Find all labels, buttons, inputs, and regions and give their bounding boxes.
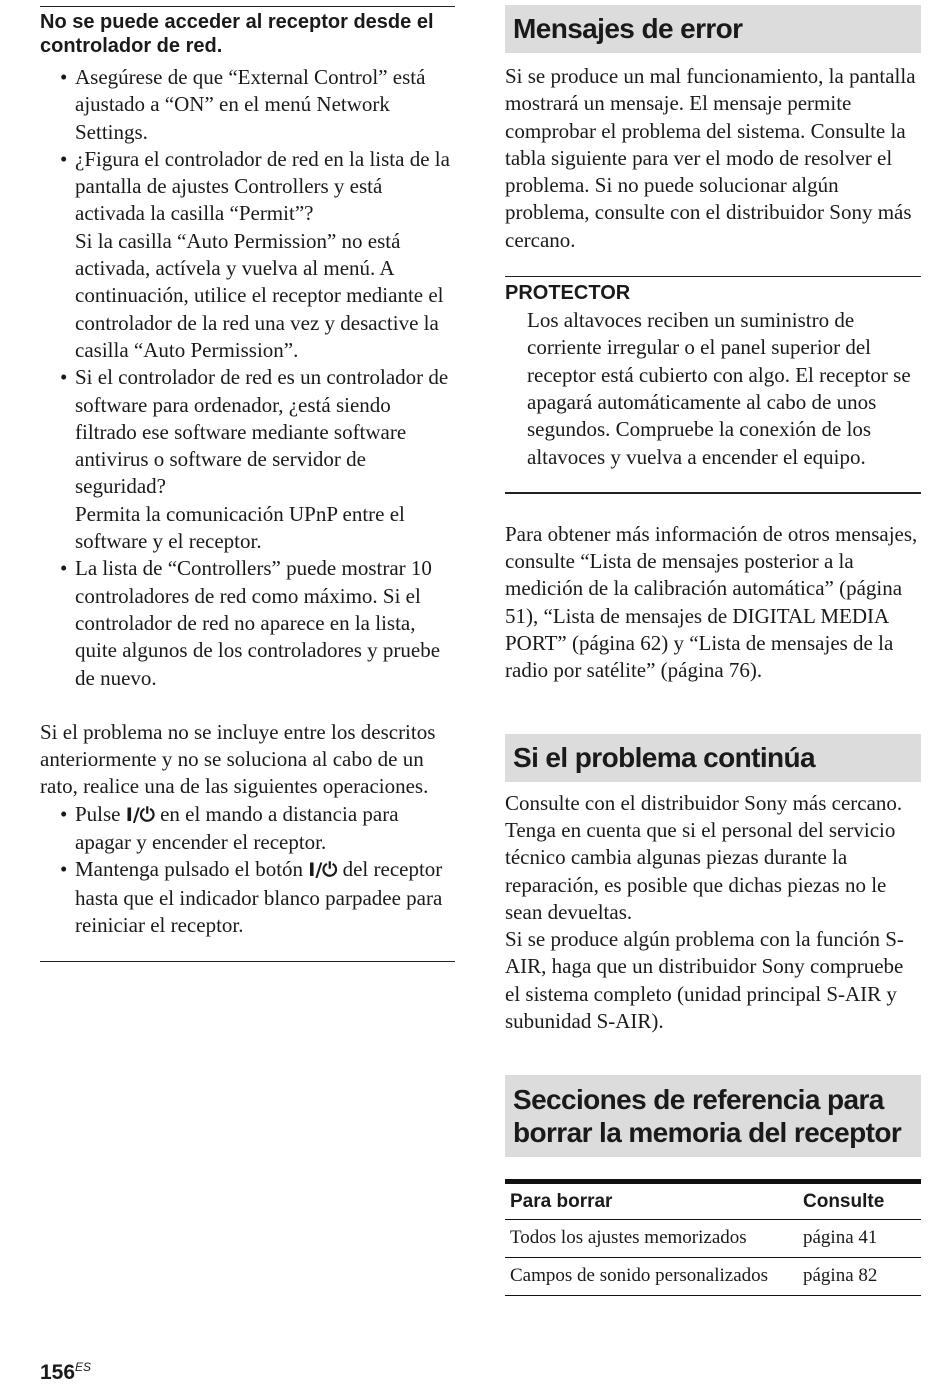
page-number: $156^{ES}$ <box>40 1360 92 1384</box>
protector-heading: PROTECTOR <box>505 282 631 305</box>
protector-top-rule <box>505 276 921 277</box>
table-cell: página 41 <box>798 1220 921 1258</box>
power-icon: I/⏻ <box>308 859 338 882</box>
column-header: Consulte <box>798 1182 921 1220</box>
list-item-continuation: Permita la comunicación UPnP entre el software y el receptor. <box>75 501 405 554</box>
list-item: • La lista de “Controllers” puede mostrar 10 controladores de red como máximo. Si el controlador de red no aparece en la lista, quite algunos de los controladores y pruebe de nuevo. <box>75 555 455 691</box>
continue-text-2: Si se produce algún problema con la función S-AIR, haga que un distribuidor Sony compruebe el sistema completo (unidad principal S-AIR y subunidad S-AIR). <box>505 927 904 1034</box>
list-item: • Si el controlador de red es un controlador de software para ordenador, ¿está siendo filtrado ese software mediante software antivirus o software de servidor de seguridad? Permita la comunicación UPnP entre el software y el receptor. <box>75 364 455 555</box>
column-header: Para borrar <box>505 1182 798 1220</box>
list-item: • Mantenga pulsado el botón I/⏻ del receptor hasta que el indicador blanco parpadee para reiniciar el receptor. <box>75 856 455 939</box>
left-column <box>40 0 455 962</box>
protector-text: Los altavoces reciben un suministro de corriente irregular o el panel superior del receptor está cubierto con algo. El receptor se apagará automáticamente al cabo de unos segundos. Compruebe la conexión de los altavoces y vuelva a encender el equipo. <box>527 308 911 469</box>
table-cell: página 82 <box>798 1258 921 1296</box>
more-info: Para obtener más información de otros mensajes, consulte “Lista de mensajes posterior a la medición de la calibración automática” (página 51), “Lista de mensajes de DIGITAL MEDIA PORT” (página 62) y “Lista de mensajes de la radio por satélite” (página 76). <box>505 521 918 683</box>
continue-text-1: Consulte con el distribuidor Sony más cercano. Tenga en cuenta que si el personal del servicio técnico cambia algunas piezas durante la reparación, es posible que dichas piezas no le sean devueltas. <box>505 790 903 924</box>
power-icon: I/⏻ <box>125 803 155 826</box>
list-item: • ¿Figura el controlador de red en la lista de la pantalla de ajustes Controllers y está activada la casilla “Permit”? Si la casilla “Auto Permission” no está activada, actívela y vuelva al menú. A continuación, utilice el receptor mediante el controlador de la red una vez y desactive la casilla “Auto Permission”. <box>75 146 455 364</box>
reference-section-title: Secciones de referencia para borrar la memoria del receptor <box>505 1075 921 1157</box>
error-intro: Si se produce un mal funcionamiento, la pantalla mostrará un mensaje. El mensaje permite comprobar el problema del sistema. Consulte la tabla siguiente para ver el modo de resolver el problema. Si no puede solucionar algún problema, consulte con el distribuidor Sony más cercano. <box>505 64 916 252</box>
reference-table <box>505 1179 921 1296</box>
table-row <box>505 1258 921 1296</box>
list-item-continuation: Si la casilla “Auto Permission” no está activada, actívela y vuelva al menú. A continuación, utilice el receptor mediante el controlador de la red una vez y desactive la casilla “Auto Permission”. <box>75 228 444 362</box>
language-code: ES <box>75 1360 92 1374</box>
table-cell: Todos los ajustes memorizados <box>505 1220 798 1258</box>
action-list <box>40 801 455 939</box>
table-cell: Campos de sonido personalizados <box>505 1258 798 1296</box>
protector-bottom-rule <box>505 492 921 494</box>
continue-section-title: Si el problema continúa <box>505 734 921 782</box>
right-column <box>505 0 921 1296</box>
intro-paragraph: Si el problema no se incluye entre los descritos anteriormente y no se soluciona al cabo de un rato, realice una de las siguientes operaciones. <box>40 719 436 799</box>
error-section-title: Mensajes de error <box>505 5 921 53</box>
table-row <box>505 1220 921 1258</box>
table-header-row <box>505 1182 921 1220</box>
problem-heading: No se puede acceder al receptor desde el controlador de red. <box>40 11 434 57</box>
list-item: • Pulse I/⏻ en el mando a distancia para apagar y encender el receptor. <box>75 801 455 857</box>
bottom-rule <box>40 961 455 962</box>
check-list <box>40 64 455 692</box>
list-item: • Asegúrese de que “External Control” está ajustado a “ON” en el menú Network Settings. <box>75 64 455 146</box>
